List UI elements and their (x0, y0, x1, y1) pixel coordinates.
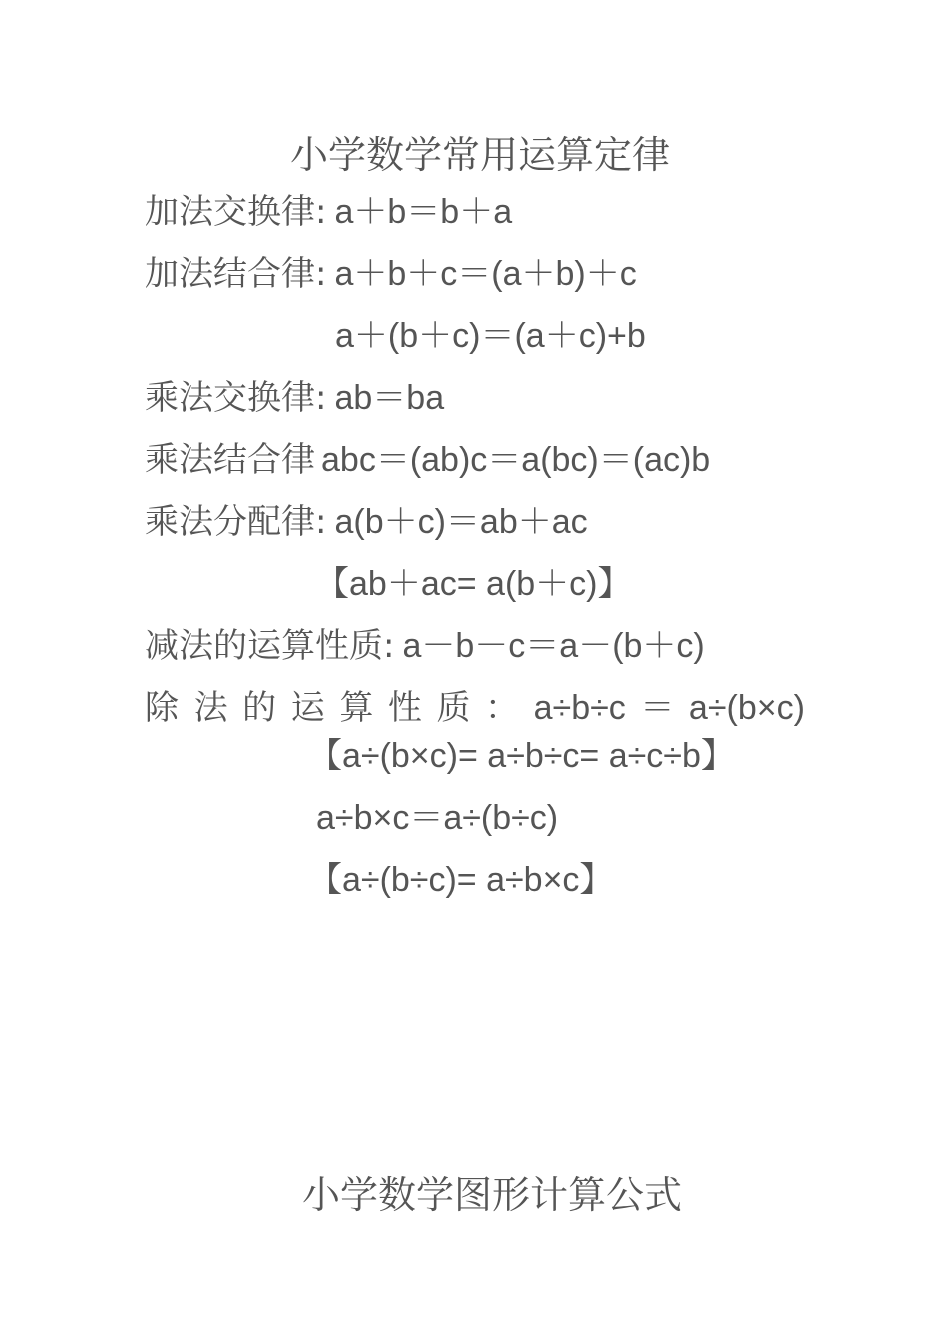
page-title: 小学数学常用运算定律 (290, 133, 671, 177)
rule-formula-part: ＝ (640, 689, 675, 727)
rule-label-char: ： (485, 688, 520, 728)
rule-formula-part: a÷(b×c) (688, 689, 805, 727)
rule-formula: a＋b＋c＝(a＋b)＋c (334, 255, 637, 293)
section-title: 小学数学图形计算公式 (302, 1173, 683, 1217)
rule-division-note-1: 【a÷(b×c)= a÷b÷c= a÷c÷b】 (308, 737, 735, 775)
rule-addition-associative (145, 254, 637, 294)
rule-formula: ab＝ba (334, 379, 445, 417)
rule-formula: a－b－c＝a－(b＋c) (402, 627, 705, 665)
rule-label-char: 性 (387, 688, 422, 728)
rule-division-property (145, 688, 805, 728)
rule-multiplication-distributive (145, 502, 588, 542)
rule-label: 乘法结合律 (145, 440, 315, 480)
rule-formula: a＋b＝b＋a (334, 193, 513, 231)
rule-subtraction-property (145, 626, 705, 666)
rule-label-char: 质 (436, 688, 471, 728)
rule-multiplication-commutative (145, 378, 444, 418)
rule-label: 加法交换律: (145, 192, 327, 232)
rule-multiplication-associative (145, 440, 710, 480)
rule-formula: a(b＋c)＝ab＋ac (334, 503, 588, 541)
rule-label: 乘法交换律: (145, 378, 327, 418)
rule-label: 加法结合律: (145, 254, 327, 294)
rule-label-char: 运 (290, 688, 325, 728)
rule-label-char: 的 (242, 688, 277, 728)
rule-label-char: 除 (145, 688, 179, 728)
rule-label: 减法的运算性质: (145, 626, 395, 666)
rule-division-note-2: 【a÷(b÷c)= a÷b×c】 (308, 861, 614, 899)
rule-division-property-2: a÷b×c＝a÷(b÷c) (316, 799, 559, 837)
rule-formula-part: a÷b÷c (533, 689, 626, 727)
rule-addition-commutative (145, 192, 512, 232)
rule-formula: abc＝(ab)c＝a(bc)＝(ac)b (321, 441, 711, 479)
rule-label: 乘法分配律: (145, 502, 327, 542)
rule-distributive-reverse: 【ab＋ac= a(b＋c)】 (315, 565, 632, 603)
rule-addition-associative-alt: a＋(b＋c)＝(a＋c)+b (335, 317, 646, 355)
rule-label-char: 算 (339, 688, 374, 728)
rule-label-char: 法 (193, 688, 228, 728)
